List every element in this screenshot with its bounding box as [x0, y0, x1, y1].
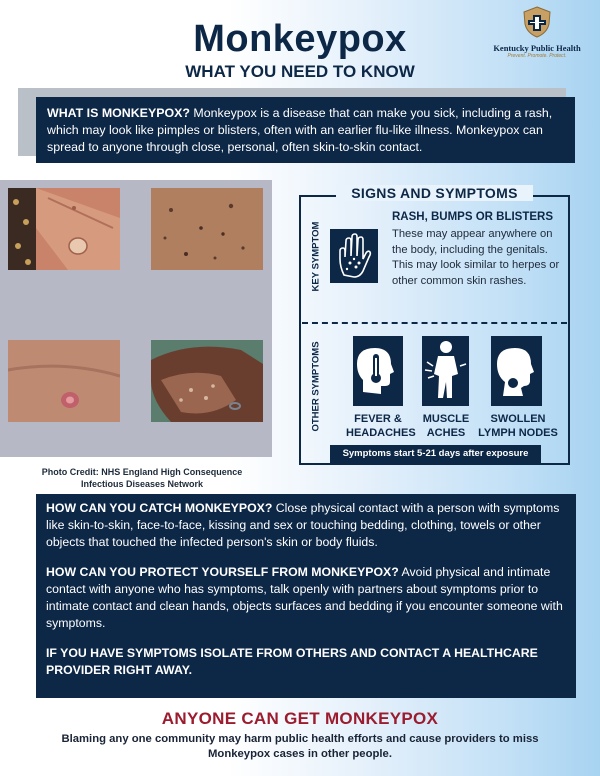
head-thermometer-icon [353, 336, 403, 406]
anyone-headline: ANYONE CAN GET MONKEYPOX [161, 709, 439, 728]
key-symptom-text: These may appear anywhere on the body, including the genitals. This may look similar to herpes or other common skin rashes. [392, 228, 560, 287]
symptom-label-fever: FEVER & HEADACHES [346, 413, 416, 439]
logo-tagline: Prevent. Promote. Protect. [507, 53, 567, 59]
protect-heading: HOW CAN YOU PROTECT YOURSELF FROM MONKEYPOX? [46, 565, 399, 579]
rash-photo-panel [0, 180, 272, 457]
page-subtitle: WHAT YOU NEED TO KNOW [185, 62, 415, 81]
page-title: Monkeypox [193, 18, 407, 60]
rash-photo-lesion [8, 340, 120, 422]
key-symptom-label: KEY SYMPTOM [310, 221, 322, 292]
isolate-paragraph [46, 645, 566, 679]
what-is-box [36, 97, 575, 163]
stigma-message: Blaming any one community may harm public health efforts and cause providers to miss Monkeypox cases in other people. [61, 733, 539, 760]
rash-photo-skin-spots [151, 188, 263, 270]
photo-credit: Photo Credit: NHS England High Consequence Infectious Diseases Network [41, 467, 243, 489]
prevention-box [36, 494, 576, 698]
person-ache-icon [422, 336, 469, 406]
catch-paragraph [46, 500, 566, 551]
protect-text: Avoid physical and intimate contact with anyone who has symptoms, talk openly with partners about symptoms prior to intimate contact and clean hands, objects surfaces and bedding if you encounter someone with symptoms. [46, 565, 563, 630]
swollen-neck-icon [491, 336, 542, 406]
section-divider [302, 322, 567, 324]
protect-paragraph [46, 564, 566, 632]
what-is-heading: WHAT IS MONKEYPOX? [47, 106, 190, 120]
rash-photo-finger [8, 188, 120, 270]
signs-symptoms-title: SIGNS AND SYMPTOMS [336, 185, 533, 201]
state-shield-icon [522, 6, 552, 38]
catch-heading: HOW CAN YOU CATCH MONKEYPOX? [46, 501, 273, 515]
isolate-text: IF YOU HAVE SYMPTOMS ISOLATE FROM OTHERS AND CONTACT A HEALTHCARE PROVIDER RIGHT AWAY. [46, 646, 538, 677]
logo-name: Kentucky Public Health [493, 43, 581, 53]
symptom-onset-banner: Symptoms start 5-21 days after exposure [330, 445, 541, 463]
symptom-label-lymph: SWOLLEN LYMPH NODES [478, 413, 558, 439]
rash-photo-palm [151, 340, 263, 422]
key-symptom-heading: RASH, BUMPS OR BLISTERS [392, 211, 554, 223]
rash-hand-icon [330, 229, 378, 283]
kentucky-public-health-logo [487, 6, 587, 59]
symptom-label-muscle: MUSCLE ACHES [422, 413, 470, 439]
other-symptoms-label: OTHER SYMPTOMS [310, 341, 322, 432]
catch-text: Close physical contact with a person with symptoms like skin-to-skin, face-to-face, kissing and sex or touching bedding, clothing, towels or other objects that touched the infected person's skin or body fluids. [46, 501, 560, 549]
what-is-text: Monkeypox is a disease that can make you sick, including a rash, which may look like pimples or blisters, often with an earlier flu-like illness. Monkeypox can spread to anyone through close, personal, often skin-to-skin contact. [47, 106, 553, 154]
